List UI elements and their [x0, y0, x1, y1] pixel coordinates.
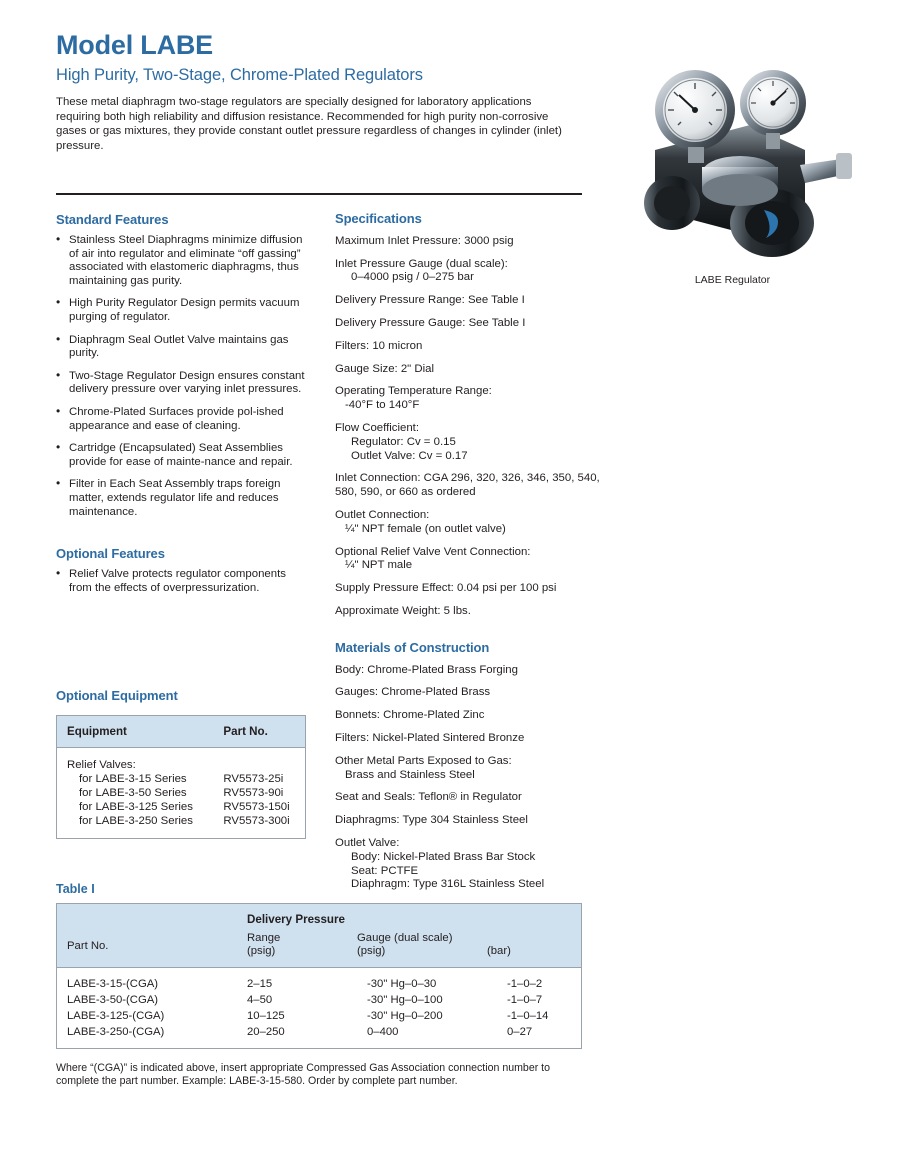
part-number: LABE-3-125-(CGA) [67, 1010, 165, 1022]
range-value: 10–125 [247, 1010, 285, 1022]
table-header-row [57, 716, 306, 748]
table-one-label: Table I [56, 882, 95, 896]
spec-text: Optional Relief Valve Vent Connection: [335, 545, 531, 558]
equipment-name: for LABE-3-250 Series [79, 815, 193, 827]
material-text: Seat and Seals: Teflon® in Regulator [335, 791, 522, 804]
equipment-name: for LABE-3-125 Series [79, 801, 193, 813]
list-item: • Relief Valve protects regulator components from the effects of overpressurization. [56, 568, 306, 595]
part-number: LABE-3-50-(CGA) [67, 994, 159, 1006]
material-subtext: Brass and Stainless Steel [345, 768, 475, 781]
part-number: LABE-3-250-(CGA) [67, 1026, 165, 1038]
column-header-delivery-pressure [237, 904, 582, 968]
spec-subtext: ¼" NPT male [345, 559, 413, 572]
spec-text: Operating Temperature Range: [335, 385, 492, 398]
spec-line [335, 340, 600, 354]
part-number: RV5573-25i [223, 773, 284, 785]
materials-heading: Materials of Construction [335, 639, 490, 655]
material-text: Filters: Nickel-Plated Sintered Bronze [335, 731, 525, 744]
standard-features-heading: Standard Features [56, 212, 169, 227]
column-header-gauge [357, 926, 487, 967]
spec-text: Delivery Pressure Range: See Table I [335, 294, 525, 307]
column-header-range [237, 926, 357, 967]
equipment-name: for LABE-3-15 Series [79, 773, 187, 785]
gauge-label: Gauge (dual scale) [357, 932, 453, 944]
equipment-name: for LABE-3-50 Series [79, 787, 187, 799]
spec-line [335, 582, 600, 596]
optional-equipment-table [56, 715, 306, 839]
spec-text: Gauge Size: 2" Dial [335, 362, 435, 375]
optional-features-list [56, 568, 306, 595]
column-header-equipment: Equipment [57, 716, 214, 748]
material-text: Diaphragms: Type 304 Stainless Steel [335, 814, 528, 827]
optional-equipment-heading: Optional Equipment [56, 688, 178, 703]
table-row [57, 800, 306, 814]
list-item: • Two-Stage Regulator Design ensures constant delivery pressure over varying inlet pressures. [56, 370, 306, 397]
standard-features-list [56, 234, 306, 519]
spec-line [335, 385, 600, 413]
spec-line [335, 605, 600, 619]
specifications-heading: Specifications [335, 211, 422, 226]
column-header-part-no [57, 904, 238, 968]
material-line [335, 814, 600, 828]
table-one [56, 903, 582, 1049]
left-column [56, 212, 306, 604]
material-text: Bonnets: Chrome-Plated Zinc [335, 709, 485, 722]
intro-paragraph: These metal diaphragm two-stage regulators are specially designed for laboratory applications requiring both high reliability and diffusion resistance. Recommended for high purity non-corrosive gases or gas mixtures, they provide constant outlet pressure regardless of changes in cylinder (inlet) pressure. [56, 96, 562, 152]
material-subtext: Diaphragm: Type 316L Stainless Steel [351, 878, 545, 891]
table-row [57, 992, 582, 1008]
optional-features-heading: Optional Features [56, 546, 165, 562]
spec-text: Supply Pressure Effect: 0.04 psi per 100 psi [335, 582, 557, 595]
list-item: • Cartridge (Encapsulated) Seat Assemblies provide for ease of mainte-nance and repair. [56, 442, 306, 469]
gauge-value: -30" Hg–0–30 [367, 978, 437, 990]
spec-subtext: Regulator: Cv = 0.15 [351, 435, 456, 448]
table-row [57, 968, 582, 993]
spec-line [335, 509, 600, 537]
part-number: RV5573-300i [223, 815, 290, 827]
column-header-part-no-text: Part No. [67, 940, 109, 952]
spec-line [335, 258, 600, 286]
regulator-product-image [600, 55, 865, 270]
optional-equipment-section [56, 688, 306, 839]
bar-units: (bar) [487, 945, 511, 957]
material-line [335, 755, 600, 783]
part-number: RV5573-150i [223, 801, 290, 813]
spec-text: Flow Coefficient: [335, 421, 419, 434]
empty-cell [213, 748, 305, 773]
spec-line [335, 363, 600, 377]
page-title: Model LABE [56, 30, 213, 60]
table-header-row [57, 904, 582, 968]
list-item: • High Purity Regulator Design permits vacuum purging of regulator. [56, 297, 306, 324]
spec-text: Inlet Connection: CGA 296, 320, 326, 346, 350, 540, 580, 590, or 660 as ordered [335, 472, 600, 499]
spec-text: Approximate Weight: 5 lbs. [335, 604, 471, 617]
table-row [57, 814, 306, 839]
list-item: • Diaphragm Seal Outlet Valve maintains gas purity. [56, 334, 306, 361]
range-units: (psig) [247, 945, 276, 957]
material-text: Body: Chrome-Plated Brass Forging [335, 663, 518, 676]
part-number: RV5573-90i [223, 787, 284, 799]
material-line [335, 837, 600, 892]
part-number: LABE-3-15-(CGA) [67, 978, 159, 990]
table-row [57, 748, 306, 773]
material-subtext: Body: Nickel-Plated Brass Bar Stock [351, 850, 536, 863]
spec-line [335, 317, 600, 331]
spec-text: Maximum Inlet Pressure: 3000 psig [335, 234, 514, 247]
material-text: Other Metal Parts Exposed to Gas: [335, 754, 512, 767]
header-divider [56, 193, 582, 195]
column-header-part-no: Part No. [213, 716, 305, 748]
material-line [335, 732, 600, 746]
spec-subtext: 0–4000 psig / 0–275 bar [351, 271, 474, 284]
list-item: • Filter in Each Seat Assembly traps foreign matter, extends regulator life and reduces maintenance. [56, 478, 306, 519]
gauge-value: -30" Hg–0–100 [367, 994, 443, 1006]
spec-subtext: ¼" NPT female (on outlet valve) [345, 522, 506, 535]
material-subtext: Seat: PCTFE [351, 864, 419, 877]
bar-value: -1–0–7 [507, 994, 543, 1006]
material-text: Outlet Valve: [335, 836, 400, 849]
spec-text: Inlet Pressure Gauge (dual scale): [335, 257, 508, 270]
spec-line [335, 235, 600, 249]
table-row [57, 786, 306, 800]
range-label: Range [247, 932, 281, 944]
bar-value: -1–0–14 [507, 1010, 549, 1022]
material-text: Gauges: Chrome-Plated Brass [335, 686, 491, 699]
material-line [335, 686, 600, 700]
material-line [335, 791, 600, 805]
table-row [57, 1008, 582, 1024]
subheader-grid [237, 926, 581, 967]
column-header-bar [487, 926, 581, 967]
page-subtitle: High Purity, Two-Stage, Chrome-Plated Regulators [56, 66, 423, 84]
spec-line [335, 422, 600, 463]
range-value: 20–250 [247, 1026, 285, 1038]
spec-line [335, 294, 600, 308]
bar-value: 0–27 [507, 1026, 533, 1038]
spec-line [335, 546, 600, 574]
right-column [335, 212, 600, 892]
gauge-value: -30" Hg–0–200 [367, 1010, 443, 1022]
spec-subtext: Outlet Valve: Cv = 0.17 [351, 449, 468, 462]
gauge-value: 0–400 [367, 1026, 399, 1038]
table-row [57, 772, 306, 786]
table-row [57, 1024, 582, 1049]
range-value: 2–15 [247, 978, 273, 990]
gauge-units: (psig) [357, 945, 386, 957]
spec-subtext: -40°F to 140°F [345, 399, 420, 412]
list-item: • Stainless Steel Diaphragms minimize diffusion of air into regulator and eliminate “off gassing” associated with elastomeric diaphragms, thus maintaining gas purity. [56, 234, 306, 288]
material-line [335, 664, 600, 678]
group-header-text: Delivery Pressure [247, 913, 345, 926]
material-line [335, 709, 600, 723]
product-image-caption: LABE Regulator [694, 274, 771, 286]
spec-text: Delivery Pressure Gauge: See Table I [335, 316, 526, 329]
table-one-note: Where “(CGA)” is indicated above, insert appropriate Compressed Gas Association connection number to complete the part number. Example: LABE-3-15-580. Order by complete part number. [56, 1062, 551, 1087]
spec-line [335, 472, 600, 500]
range-value: 4–50 [247, 994, 273, 1006]
group-label: Relief Valves: [67, 759, 136, 771]
bar-value: -1–0–2 [507, 978, 543, 990]
spec-text: Outlet Connection: [335, 508, 430, 521]
spec-text: Filters: 10 micron [335, 339, 423, 352]
list-item: • Chrome-Plated Surfaces provide pol-ished appearance and ease of cleaning. [56, 406, 306, 433]
